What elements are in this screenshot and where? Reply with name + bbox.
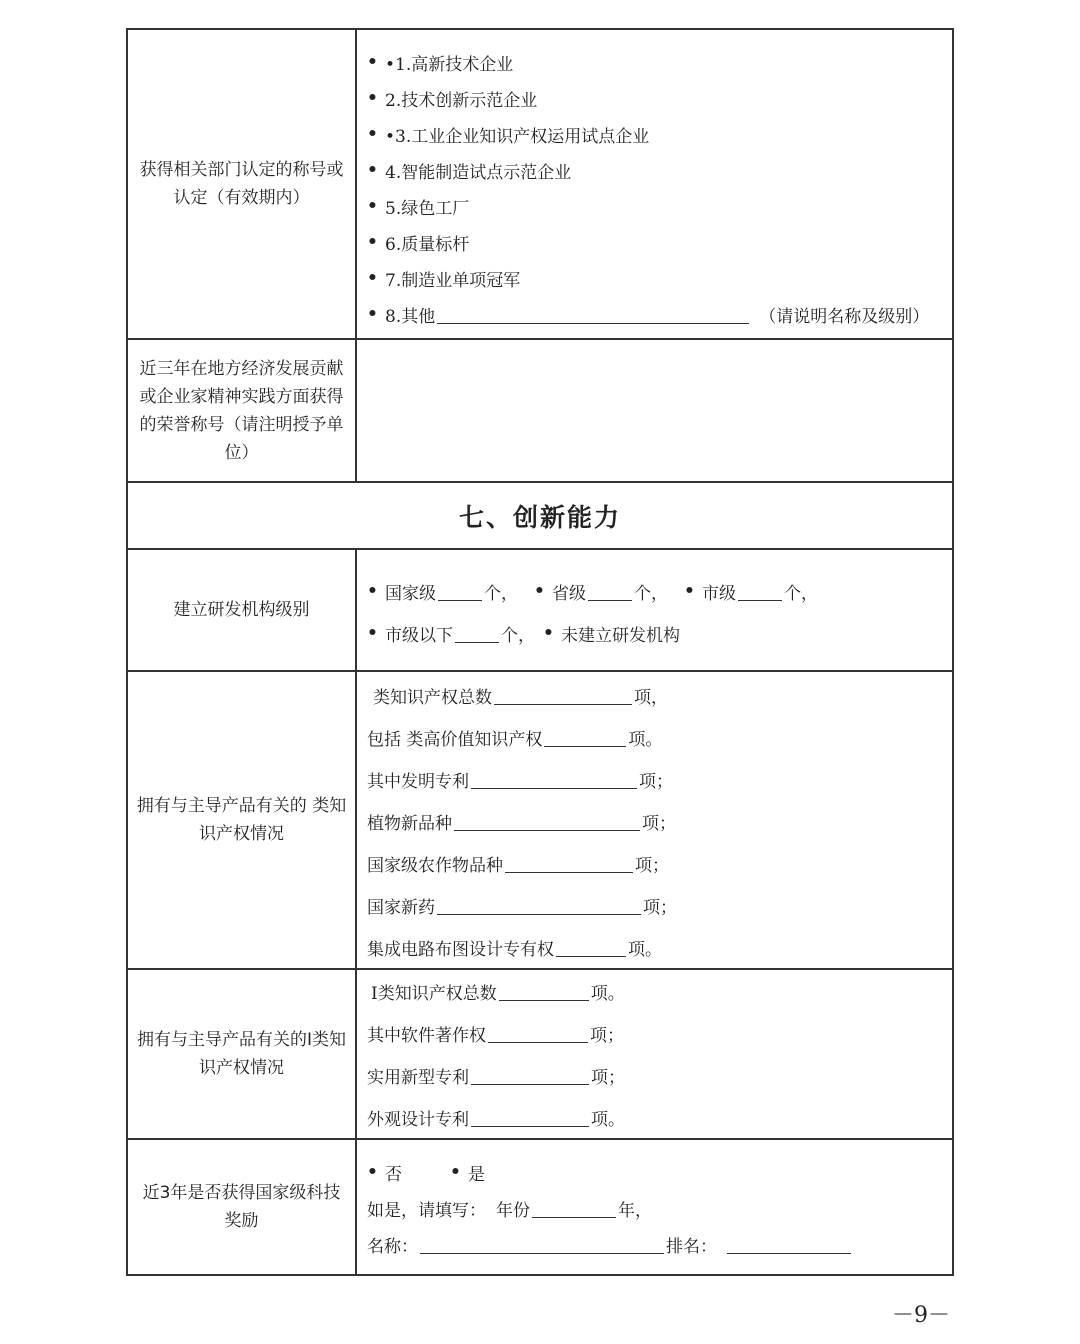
certifications-label: 获得相关部门认定的称号或认定（有效期内）	[128, 30, 357, 338]
ip2-fields	[357, 970, 954, 1138]
award-label: 近3年是否获得国家级科技奖励	[128, 1140, 357, 1274]
page-number: －9－	[892, 1303, 950, 1328]
row-ip-class-2	[128, 970, 954, 1140]
ip2-line: I类知识产权总数 项。	[371, 983, 625, 1004]
checkbox-icon[interactable]: •	[450, 1162, 461, 1182]
cert-option-1[interactable]: • •1.高新技术企业	[367, 52, 514, 75]
bullet-icon: •	[367, 304, 378, 324]
bullet-icon: •	[367, 232, 378, 252]
award-choice-line: • 否 • 是	[367, 1162, 485, 1185]
row-honors	[128, 340, 954, 483]
checkbox-icon[interactable]: •	[367, 581, 378, 601]
bullet-icon: •	[367, 88, 378, 108]
ip2-design-field[interactable]	[471, 1108, 589, 1127]
row-rd-institution	[128, 550, 954, 672]
ip1-line: 包括 类高价值知识产权 项。	[367, 729, 663, 750]
other-blank-field[interactable]	[437, 305, 749, 324]
certifications-options	[357, 30, 954, 338]
bullet-icon: •	[367, 268, 378, 288]
provincial-count-field[interactable]	[588, 582, 632, 601]
award-year-line: 如是，请填写： 年份 年，	[367, 1200, 652, 1221]
ip1-new-drug-field[interactable]	[437, 896, 641, 915]
ip1-line: 类知识产权总数 项，	[373, 687, 668, 708]
ip2-line: 其中软件著作权 项；	[367, 1025, 624, 1046]
bullet-icon: •	[367, 52, 378, 72]
checkbox-icon[interactable]: •	[367, 623, 378, 643]
ip1-plant-variety-field[interactable]	[454, 812, 640, 831]
award-fields	[357, 1140, 954, 1274]
cert-option-2[interactable]: • 2.技术创新示范企业	[367, 88, 538, 111]
ip1-total-field[interactable]	[494, 686, 632, 705]
ip1-crop-variety-field[interactable]	[505, 854, 633, 873]
below-city-count-field[interactable]	[455, 624, 499, 643]
cert-option-other[interactable]: • 8.其他 （请说明名称及级别）	[367, 304, 930, 327]
ip2-label: 拥有与主导产品有关的I类知识产权情况	[128, 970, 357, 1138]
cert-option-5[interactable]: • 5.绿色工厂	[367, 196, 470, 219]
checkbox-icon[interactable]: •	[534, 581, 545, 601]
cert-option-7[interactable]: • 7.制造业单项冠军	[367, 268, 521, 291]
city-count-field[interactable]	[738, 582, 782, 601]
honors-label: 近三年在地方经济发展贡献或企业家精神实践方面获得的荣誉称号（请注明授予单位）	[128, 340, 357, 481]
ip1-high-value-field[interactable]	[544, 728, 626, 747]
rd-line-1: • 国家级 个， • 省级 个， • 市级 个，	[367, 581, 818, 604]
award-name-line: 名称： 排名：	[357, 1226, 952, 1262]
bullet-icon: •	[367, 124, 378, 144]
row-certifications	[128, 30, 954, 340]
ip1-line: 集成电路布图设计专有权 项。	[367, 939, 662, 960]
ip2-line: 实用新型专利 项；	[367, 1067, 625, 1088]
ip1-line: 国家新药 项；	[367, 897, 677, 918]
rd-label: 建立研发机构级别	[128, 550, 357, 670]
ip1-ic-layout-field[interactable]	[556, 938, 626, 957]
award-year-field[interactable]	[532, 1199, 616, 1218]
award-rank-field[interactable]	[727, 1235, 851, 1254]
bullet-icon: •	[367, 160, 378, 180]
rd-options	[357, 550, 954, 670]
ip2-line: 外观设计专利 项。	[367, 1109, 625, 1130]
ip2-software-field[interactable]	[488, 1024, 588, 1043]
award-name-field[interactable]	[420, 1235, 664, 1254]
ip1-invention-field[interactable]	[471, 770, 637, 789]
national-count-field[interactable]	[438, 582, 482, 601]
ip2-total-field[interactable]	[499, 982, 589, 1001]
bullet-icon: •	[367, 196, 378, 216]
rd-line-2: • 市级以下 个， • 未建立研发机构	[367, 623, 680, 646]
section-title: 七、创新能力	[128, 483, 954, 550]
application-form-table	[126, 28, 954, 1276]
row-ip-class-1	[128, 672, 954, 970]
ip1-fields	[357, 672, 954, 968]
ip1-label: 拥有与主导产品有关的 类知识产权情况	[128, 672, 357, 968]
checkbox-icon[interactable]: •	[684, 581, 695, 601]
honors-input-area[interactable]	[357, 340, 954, 481]
row-national-award	[128, 1140, 954, 1276]
ip1-line: 植物新品种 项；	[367, 813, 676, 834]
checkbox-icon[interactable]: •	[367, 1162, 378, 1182]
cert-option-3[interactable]: • •3.工业企业知识产权运用试点企业	[367, 124, 650, 147]
ip1-line: 国家级农作物品种 项；	[367, 855, 669, 876]
ip1-line: 其中发明专利 项；	[367, 771, 673, 792]
cert-option-4[interactable]: • 4.智能制造试点示范企业	[367, 160, 572, 183]
ip2-utility-model-field[interactable]	[471, 1066, 589, 1085]
cert-option-6[interactable]: • 6.质量标杆	[367, 232, 470, 255]
checkbox-icon[interactable]: •	[543, 623, 554, 643]
